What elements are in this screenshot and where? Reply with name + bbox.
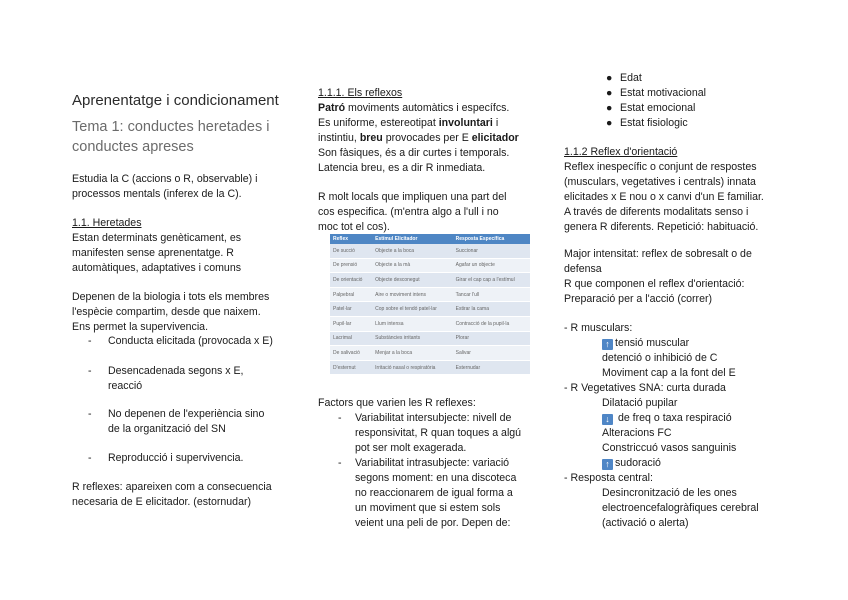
table-row: [330, 258, 530, 273]
text-line: necesaria de E elicitador. (estornudar): [72, 496, 252, 508]
text-line: Patró: [318, 102, 346, 114]
table-cell: Menjar a la boca: [372, 346, 453, 361]
text-line: reacció: [108, 380, 143, 392]
text-line: Constriccuó vasos sanguinis: [602, 442, 737, 454]
factor-item: [338, 411, 521, 456]
text-line: - R Vegetatives SNA: curta durada: [564, 382, 726, 394]
table-cell: Substàncies irritants: [372, 331, 453, 346]
text-line: Es uniforme, estereotipat: [318, 117, 439, 129]
text-line: genera R diferents. Repetició: habituació.: [564, 221, 759, 233]
text-line: Edat: [620, 72, 642, 84]
text-line: (musculars, vegetatives i centrals) innata: [564, 176, 756, 188]
text-line: manifesten sense aprenentatge. R: [72, 247, 234, 259]
text-line: electroencefalogràfiques cerebral: [602, 502, 759, 514]
text-line: -: [338, 412, 342, 424]
text-line: [602, 336, 788, 351]
text-line: Estat motivacional: [620, 87, 706, 99]
text-line: Estat fisiologic: [620, 117, 688, 129]
text-line: R reflexes: apareixen com a consecuencia: [72, 481, 272, 493]
text-line: ●: [606, 102, 613, 114]
text-line: tensió muscular: [615, 337, 690, 349]
text-line: veient una peli de por. Depen de:: [355, 517, 511, 529]
table-row: [330, 273, 530, 288]
text-line: moc tot el cos).: [318, 221, 390, 233]
text-line: no reaccionarem de igual forma a: [355, 487, 513, 499]
depenen-text: [72, 290, 292, 335]
text-line: detenció o inhibició de C: [602, 352, 718, 364]
table-cell: Objecte desconegut: [372, 273, 453, 288]
text-line: Latencia breu, es a dir R inmediata.: [318, 162, 486, 174]
table-cell: Esternudar: [453, 360, 530, 375]
text-line: i: [492, 117, 499, 129]
table-cell: De prensió: [330, 258, 372, 273]
table-row: [330, 287, 530, 302]
text-line: -: [88, 335, 92, 347]
table-cell: Contracció de la pupil·la: [453, 316, 530, 331]
list-item: [88, 334, 273, 349]
text-line: -: [88, 365, 92, 377]
table-row: [330, 316, 530, 331]
table-cell: Patel·lar: [330, 302, 372, 317]
list-item: [606, 101, 706, 116]
text-line: Reproducció i supervivencia.: [108, 452, 244, 464]
text-line: un moviment que si estem sols: [355, 502, 501, 514]
text-line: pot ser molt exagerada.: [355, 442, 467, 454]
local-text: [318, 190, 538, 235]
table-row: [330, 360, 530, 375]
table-row: [330, 244, 530, 258]
text-line: Dilatació pupilar: [602, 397, 678, 409]
text-line: [318, 116, 538, 131]
text-line: moviments automàtics i específcs.: [345, 102, 510, 114]
text-line: breu: [359, 132, 383, 144]
table-cell: Objecte a la mà: [372, 258, 453, 273]
table-cell: Cop sobre el tendó patel·lar: [372, 302, 453, 317]
text-line: responsivitat, R quan toques a algú: [355, 427, 522, 439]
table-cell: D'esternut: [330, 360, 372, 375]
table-cell: Lacrimal: [330, 331, 372, 346]
text-line: -: [88, 452, 92, 464]
text-line: -: [88, 408, 92, 420]
text-line: Desencadenada segons x E,: [108, 365, 244, 377]
reflexes-text: [72, 480, 292, 510]
text-line: involuntari: [438, 117, 493, 129]
text-line: Alteracions FC: [602, 427, 672, 439]
list-item: [606, 71, 706, 86]
section-orientacio: [564, 145, 788, 235]
table-header: Resposta Específica: [453, 234, 530, 244]
page-subtitle: Tema 1: conductes heretades i conductes apreses: [72, 119, 270, 155]
text-line: l'espècie compartim, desde que naixem.: [72, 306, 261, 318]
table-cell: De succió: [330, 244, 372, 258]
table-cell: Aire o moviment intens: [372, 287, 453, 302]
table-cell: Girar el cap cap a l'estímul: [453, 273, 530, 288]
text-line: Depenen de la biologia i tots els membres: [72, 291, 270, 303]
text-line: -: [338, 457, 342, 469]
arrow-up-icon: ↑: [602, 339, 613, 350]
responses-list: [564, 321, 788, 531]
text-line: provocades per E: [382, 132, 472, 144]
table-cell: Llum intensa: [372, 316, 453, 331]
text-line: [318, 101, 538, 116]
text-line: elicitador: [471, 132, 519, 144]
section-reflexos: [318, 86, 538, 176]
text-line: Estat emocional: [620, 102, 696, 114]
text-line: [602, 411, 788, 426]
table-cell: Tancar l'ull: [453, 287, 530, 302]
table-cell: De orientació: [330, 273, 372, 288]
table-cell: Salivar: [453, 346, 530, 361]
text-line: Major intensitat: reflex de sobresalt o de: [564, 248, 752, 260]
table-cell: Estirar la cama: [453, 302, 530, 317]
table-cell: Agafar un objecte: [453, 258, 530, 273]
table-header: Reflex: [330, 234, 372, 244]
text-line: instintiu,: [318, 132, 360, 144]
text-line: Moviment cap a la font del E: [602, 367, 736, 379]
section-heretades: [72, 216, 292, 276]
text-line: automàtiques, adaptatives i comuns: [72, 262, 242, 274]
text-line: Variabilitat intrasubjecte: variació: [355, 457, 510, 469]
factors-heading: [318, 396, 538, 411]
text-line: defensa: [564, 263, 602, 275]
list-item: [606, 116, 706, 131]
section-heading: 1.1.2 Reflex d'orientació: [564, 146, 678, 158]
text-line: - Resposta central:: [564, 472, 653, 484]
text-line: processos mentals (inferex de la C).: [72, 188, 242, 200]
table-cell: Succionar: [453, 244, 530, 258]
arrow-down-icon: ↓: [602, 414, 613, 425]
text-line: segons moment: en una discoteca: [355, 472, 517, 484]
list-item: [88, 407, 264, 437]
text-line: R que componen el reflex d'orientació:: [564, 278, 745, 290]
list-item: [606, 86, 706, 101]
text-line: Variabilitat intersubjecte: nivell de: [355, 412, 512, 424]
text-line: cos especifica. (m'entra algo a l'ull i no: [318, 206, 499, 218]
text-line: [318, 131, 538, 146]
text-line: Ens permet la supervivencia.: [72, 321, 209, 333]
table-cell: Objecte a la boca: [372, 244, 453, 258]
text-line: - R musculars:: [564, 322, 633, 334]
section-heading: 1.1.1. Els reflexos: [318, 87, 403, 99]
text-line: de la organització del SN: [108, 423, 226, 435]
page-title: Aprenentatge i condicionament: [72, 92, 279, 109]
text-line: [602, 456, 788, 471]
text-line: ●: [606, 87, 613, 99]
text-line: Son fàsiques, és a dir curtes i temporals.: [318, 147, 510, 159]
table-row: [330, 346, 530, 361]
factor-item: [338, 456, 516, 531]
text-line: Conducta elicitada (provocada x E): [108, 335, 273, 347]
text-line: de freq o taxa respiració: [615, 412, 732, 424]
table-header: Estímul Elicitador: [372, 234, 453, 244]
text-line: elicitades x E nou o x canvi d'un E familiar.: [564, 191, 764, 203]
text-line: No depenen de l'experiència sino: [108, 408, 265, 420]
section-heading: 1.1. Heretades: [72, 217, 142, 229]
text-line: Reflex inespecífic o conjunt de respostes: [564, 161, 757, 173]
table-cell: Irritació nasal o respiratòria: [372, 360, 453, 375]
intro-text: [72, 172, 292, 202]
text-line: A través de diferents modalitats senso i: [564, 206, 749, 218]
intensity-text: [564, 247, 788, 307]
text-line: R molt locals que impliquen una part del: [318, 191, 507, 203]
arrow-up-icon: ↑: [602, 459, 613, 470]
table-cell: Plorar: [453, 331, 530, 346]
list-item: [88, 364, 243, 394]
table-row: [330, 331, 530, 346]
list-item: [88, 451, 243, 466]
text-line: Estudia la C (accions o R, observable) i: [72, 173, 258, 185]
text-line: Factors que varien les R reflexes:: [318, 397, 476, 409]
text-line: Estan determinats genèticament, es: [72, 232, 242, 244]
table-cell: De salivació: [330, 346, 372, 361]
table-cell: Palpebral: [330, 287, 372, 302]
bullet-list: [606, 71, 706, 131]
reflex-table: [330, 234, 530, 375]
text-line: sudoració: [615, 457, 661, 469]
text-line: (activació o alerta): [602, 517, 689, 529]
table-cell: Pupil·lar: [330, 316, 372, 331]
text-line: Preparació per a l'acció (correr): [564, 293, 713, 305]
table-row: [330, 302, 530, 317]
text-line: ●: [606, 117, 613, 129]
text-line: Desincronització de les ones: [602, 487, 737, 499]
text-line: ●: [606, 72, 613, 84]
